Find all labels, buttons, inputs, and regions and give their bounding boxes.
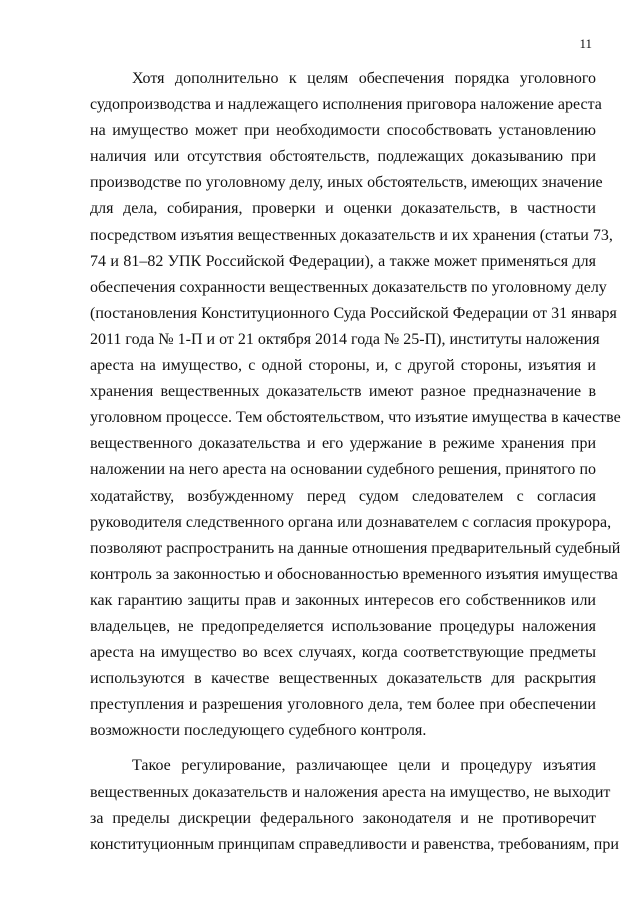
page-number: 11 [579,36,592,51]
text-line: судопроизводства и надлежащего исполнения приговора наложение ареста [90,96,602,114]
text-line: преступления и разрешения уголовного дела, тем более при обеспечении [90,696,596,714]
text-line: Такое регулирование, различающее цели и процедуру изъятия [132,757,596,775]
text-line: наличия или отсутствия обстоятельств, подлежащих доказыванию при [90,148,596,166]
text-line: вещественных доказательств и наложения ареста на имущество, не выходит [90,783,611,801]
text-line: ареста на имущество, с одной стороны, и, с другой стороны, изъятия и [90,357,596,375]
text-line: владельцев, не предопределяется использование процедуры наложения [90,617,596,635]
text-line: хранения вещественных доказательств имеют разное предназначение в [90,383,596,401]
text-line: вещественного доказательства и его удержание в режиме хранения при [90,435,596,453]
text-line: конституционным принципам справедливости и равенства, требованиям, при [90,835,619,853]
text-line: возможности последующего судебного контроля. [90,722,427,740]
text-line: посредством изъятия вещественных доказательств и их хранения (статьи 73, [90,226,613,244]
text-line: производстве по уголовному делу, иных обстоятельств, имеющих значение [90,174,603,192]
paragraph [90,66,621,744]
text-line: руководителя следственного органа или дознавателем с согласия прокурора, [90,513,612,531]
body-text [90,66,621,858]
text-line: позволяют распространить на данные отношения предварительный судебный [90,539,621,557]
text-line: (постановления Конституционного Суда Российской Федерации от 31 января [90,304,617,322]
text-line: используются в качестве вещественных доказательств для раскрытия [90,670,596,688]
text-line: ходатайству, возбужденному перед судом следователем с согласия [90,487,596,505]
text-line: 2011 года № 1-П и от 21 октября 2014 года № 25-П), институты наложения [90,330,600,348]
text-line: за пределы дискреции федерального законодателя и не противоречит [90,809,596,827]
text-line: для дела, собирания, проверки и оценки доказательств, в частности [90,200,596,218]
text-line: как гарантию защиты прав и законных интересов его собственников или [90,591,596,609]
text-line: на имущество может при необходимости способствовать установлению [90,122,596,140]
paragraph-gap [90,744,596,753]
text-line: Хотя дополнительно к целям обеспечения порядка уголовного [132,70,596,87]
text-line: ареста на имущество во всех случаях, когда соответствующие предметы [90,644,596,662]
text-line: уголовном процессе. Тем обстоятельством, что изъятие имущества в качестве [90,409,621,427]
paragraph [90,753,619,857]
text-line: 74 и 81–82 УПК Российской Федерации), а также может применяться для [90,252,596,270]
text-line: обеспечения сохранности вещественных доказательств по уголовному делу [90,278,607,296]
text-line: контроль за законностью и обоснованностью временного изъятия имущества [90,565,618,583]
text-line: наложении на него ареста на основании судебного решения, принятого по [90,461,596,479]
